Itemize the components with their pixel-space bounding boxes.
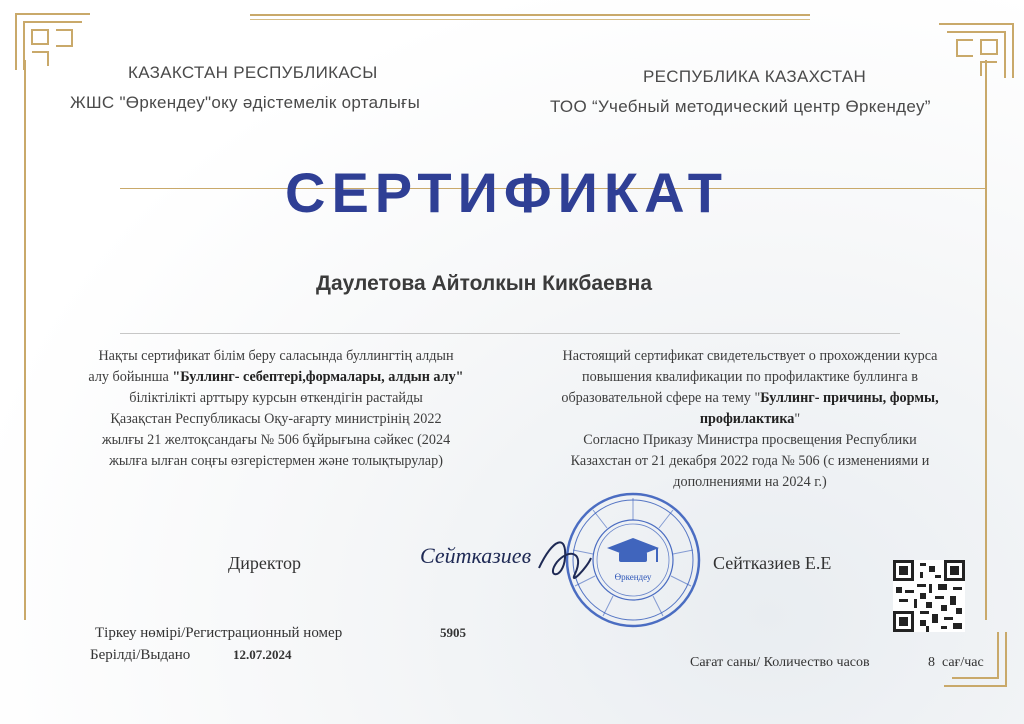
- body-divider-line: [120, 333, 900, 334]
- header-left-org: ЖШС "Өркендеу"оку әдістемелік орталығы: [70, 93, 421, 112]
- top-border-line-thin: [250, 19, 810, 20]
- body-text-kazakh: [40, 346, 512, 472]
- kz-line-6: жылға ылған соңғы өзгерістермен және толықтырулар): [109, 453, 443, 469]
- course-title-ru-cont: профилактика: [699, 411, 795, 427]
- signature-flourish: [535, 528, 595, 588]
- kz-line-4: Қазақстан Республикасы Оқу-ағарту министрінің 2022: [110, 411, 442, 427]
- ru-line-4-quote: ": [794, 411, 801, 427]
- course-title-ru: Буллинг- причины, формы,: [760, 390, 939, 406]
- recipient-name: Даулетова Айтолкын Кикбаевна: [316, 272, 653, 295]
- director-name: Сейтказиев Е.Е: [713, 553, 832, 573]
- issued-label: Берілді/Выдано: [90, 647, 191, 663]
- kz-line-2-text: алу бойынша: [88, 369, 173, 385]
- kz-line-1: Нақты сертификат білім беру саласында буллингтің алдын: [98, 348, 454, 364]
- issued-date: 12.07.2024: [233, 647, 292, 662]
- ru-line-3-text: образовательной сфере на тему ": [561, 390, 761, 406]
- hours-unit: сағ/час: [942, 655, 984, 670]
- header-right-org: ТОО “Учебный методический центр Өркендеу”: [550, 97, 931, 116]
- corner-ornament-top-right: [935, 18, 1017, 82]
- right-border-line: [985, 60, 987, 620]
- stamp-center-text: Өркендеу: [614, 572, 652, 582]
- director-signature: Сейтказиев: [420, 543, 532, 568]
- kz-line-5: жылғы 21 желтоқсандағы № 506 бұйрығына сәйкес (2024: [101, 432, 451, 448]
- certificate-title: СЕРТИФИКАТ: [285, 161, 728, 224]
- ru-line-2: повышения квалификации по профилактике буллинга в: [582, 369, 918, 385]
- ru-line-1: Настоящий сертификат свидетельствует о прохождении курса: [562, 348, 938, 364]
- ru-line-6: Казахстан от 21 декабря 2022 года № 506 (с изменениями и: [570, 453, 930, 469]
- registration-label: Тіркеу нөмірі/Регистрационный номер: [95, 625, 343, 641]
- header-right-country: РЕСПУБЛИКА КАЗАХСТАН: [643, 67, 867, 86]
- body-text-russian: [505, 346, 995, 493]
- ru-line-3: [505, 388, 995, 409]
- qr-code: [893, 560, 965, 632]
- kz-line-3: біліктілікті арттыру курсын өткендігін растайды: [129, 390, 423, 406]
- kz-line-2: [40, 367, 512, 388]
- ru-line-5: Согласно Приказу Министра просвещения Республики: [583, 432, 917, 448]
- ru-line-7: дополнениями на 2024 г.): [673, 474, 827, 490]
- director-label: Директор: [228, 553, 302, 573]
- ru-line-4: [505, 409, 995, 430]
- hours-value: 8: [928, 655, 935, 670]
- header-left-country: КАЗАКСТАН РЕСПУБЛИКАСЫ: [128, 63, 378, 82]
- corner-ornament-top-left: [12, 10, 94, 74]
- left-border-line: [24, 60, 26, 620]
- course-title-kz: "Буллинг- себептері,формалары, алдын алу": [172, 369, 464, 385]
- registration-number: 5905: [440, 625, 466, 640]
- hours-label: Сағат саны/ Количество часов: [690, 655, 870, 670]
- top-border-line: [250, 14, 810, 16]
